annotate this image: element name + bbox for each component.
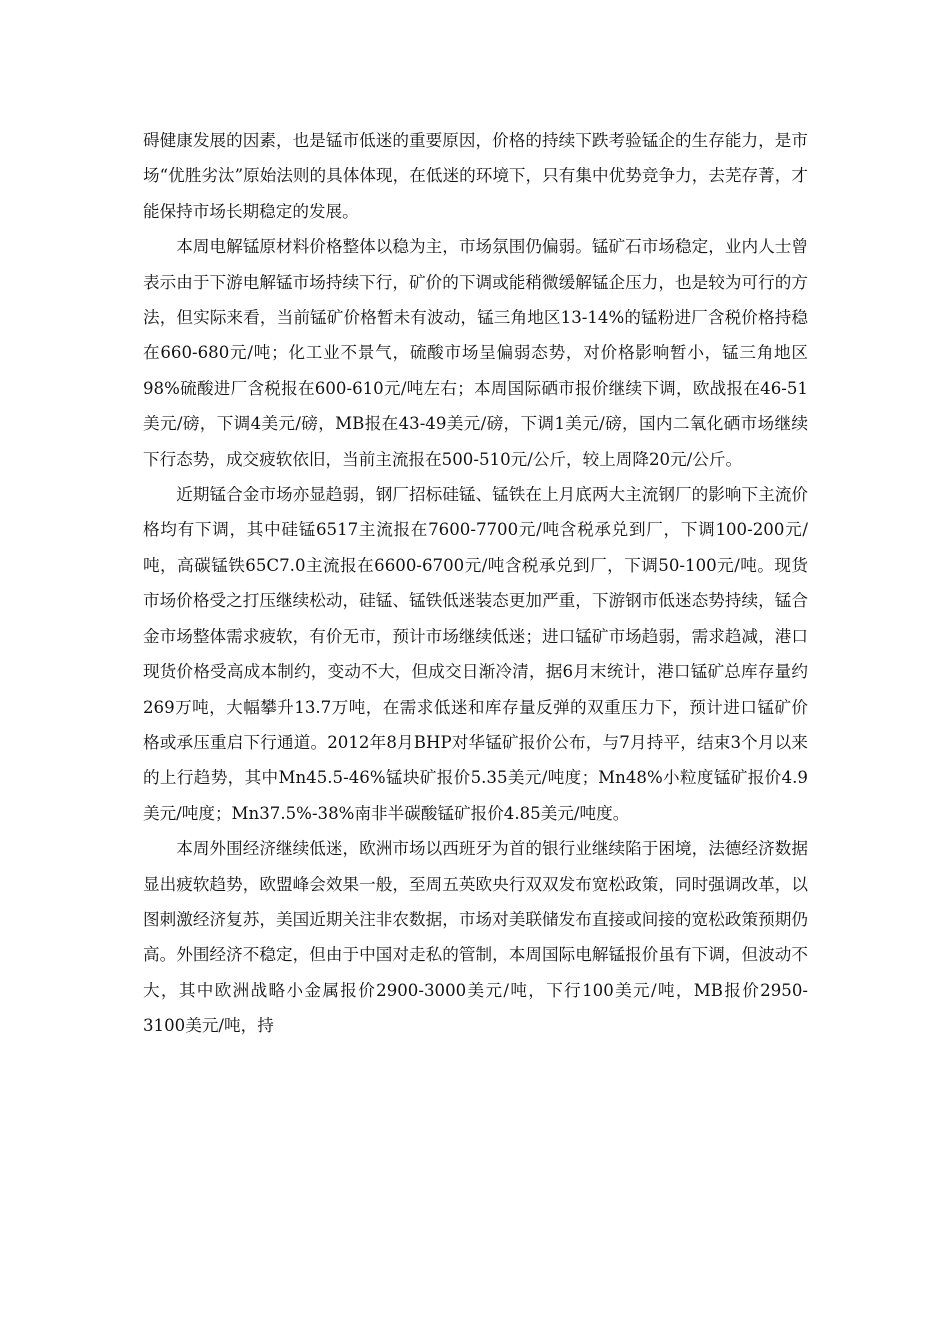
body-text [143, 123, 808, 1044]
paragraph-raw-materials: 本周电解锰原材料价格整体以稳为主，市场氛围仍偏弱。锰矿石市场稳定，业内人士曾表示由于下游电解锰市场持续下行，矿价的下调或能稍微缓解锰企压力，也是较为可行的方法，但实际来看，当前锰矿价格暂未有波动，锰三角地区13-14%的锰粉进厂含税价格持稳在660-680元/吨；化工业不景气，硫酸市场呈偏弱态势，对价格影响暂小，锰三角地区98%硫酸进厂含税报在600-610元/吨左右；本周国际硒市报价继续下调，欧战报在46-51美元/磅，下调4美元/磅，MB报在43-49美元/磅，下调1美元/磅，国内二氧化硒市场继续下行态势，成交疲软依旧，当前主流报在500-510元/公斤，较上周降20元/公斤。 [143, 237, 808, 469]
paragraph-external-economy: 本周外围经济继续低迷，欧洲市场以西班牙为首的银行业继续陷于困境，法德经济数据显出疲软趋势，欧盟峰会效果一般，至周五英欧央行双双发布宽松政策，同时强调改革，以图刺激经济复苏，美国近期关注非农数据，市场对美联储发布直接或间接的宽松政策预期仍高。外围经济不稳定，但由于中国对走私的管制，本周国际电解锰报价虽有下调，但波动不大，其中欧洲战略小金属报价2900-3000美元/吨，下行100美元/吨，MB报价2950-3100美元/吨，持 [143, 839, 808, 1036]
paragraph-manganese-alloy: 近期锰合金市场亦显趋弱，钢厂招标硅锰、锰铁在上月底两大主流钢厂的影响下主流价格均有下调，其中硅锰6517主流报在7600-7700元/吨含税承兑到厂，下调100-200元/吨，高碳锰铁65C7.0主流报在6600-6700元/吨含税承兑到厂，下调50-100元/吨。现货市场价格受之打压继续松动，硅锰、锰铁低迷装态更加严重，下游钢市低迷态势持续，锰合金市场整体需求疲软，有价无市，预计市场继续低迷；进口锰矿市场趋弱，需求趋减，港口现货价格受高成本制约，变动不大，但成交日渐冷清，据6月末统计，港口锰矿总库存量约269万吨，大幅攀升13.7万吨，在需求低迷和库存量反弹的双重压力下，预计进口锰矿价格或承压重启下行通道。2012年8月BHP对华锰矿报价公布，与7月持平，结束3个月以来的上行趋势，其中Mn45.5-46%锰块矿报价5.35美元/吨度；Mn48%小粒度锰矿报价4.9美元/吨度；Mn37.5%-38%南非半碳酸锰矿报价4.85美元/吨度。 [143, 485, 808, 823]
paragraph-continued: 碍健康发展的因素，也是锰市低迷的重要原因，价格的持续下跌考验锰企的生存能力，是市场“优胜劣汰”原始法则的具体体现，在低迷的环境下，只有集中优势竞争力，去芜存菁，才能保持市场长期稳定的发展。 [143, 131, 808, 221]
